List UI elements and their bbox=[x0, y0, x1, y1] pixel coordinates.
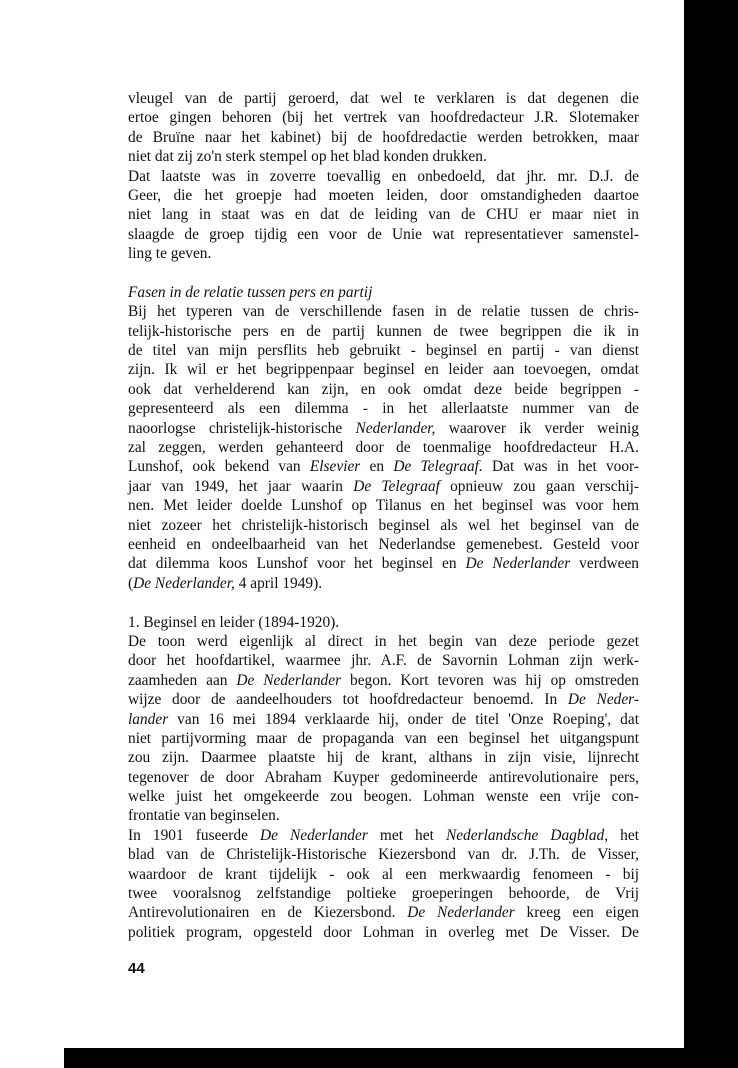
text-line: dat dilemma koos Lunshof voor het beginsel en De Nederlander verdween bbox=[128, 555, 639, 573]
text-line: frontatie van beginselen. bbox=[128, 807, 280, 825]
text-line: Lunshof, ook bekend van Elsevier en De Telegraaf. Dat was in het voor- bbox=[128, 458, 639, 476]
text-line: eenheid en ondeelbaarheid van het Nederlandse gemenebest. Gesteld voor bbox=[128, 535, 639, 553]
text-line: Geer, die het groepje had moeten leiden, door omstandigheden daartoe bbox=[128, 186, 639, 204]
text-line: niet partijvorming maar de propaganda van een beginsel het uitgangspunt bbox=[128, 729, 639, 747]
text-line: gepresenteerd als een dilemma - in het allerlaatste nummer van de bbox=[128, 400, 639, 418]
text-line: zaamheden aan De Nederlander begon. Kort tevoren was hij op omstreden bbox=[128, 671, 640, 689]
text-line: ook dat verhelderend kan zijn, en ook omdat deze beide begrippen - bbox=[128, 380, 639, 398]
text-line: lander van 16 mei 1894 verklaarde hij, onder de titel 'Onze Roeping', dat bbox=[128, 710, 639, 728]
text-line: vleugel van de partij geroerd, dat wel te verklaren is dat degenen die bbox=[128, 90, 639, 107]
section-heading-beginsel: 1. Beginsel en leider (1894-1920). bbox=[128, 613, 340, 631]
text-line: (De Nederlander, 4 april 1949). bbox=[128, 574, 323, 592]
paragraph bbox=[128, 167, 639, 264]
text-line: Dat laatste was in zoverre toevallig en onbedoeld, dat jhr. mr. D.J. de bbox=[128, 167, 639, 185]
text-line: welke juist het omgekeerde zou beogen. Lohman wenste een vrije con- bbox=[128, 788, 639, 806]
text-line: naoorlogse christelijk-historische Nederlander, waarover ik verder weinig bbox=[128, 419, 639, 437]
scan-border-right bbox=[684, 0, 738, 1068]
text-line: ertoe gingen behoren (bij het vertrek van hoofdredacteur J.R. Slotemaker bbox=[128, 109, 639, 127]
text-line: blad van de Christelijk-Historische Kiezersbond van dr. J.Th. de Visser, bbox=[128, 846, 639, 864]
text-line: ling te geven. bbox=[128, 245, 212, 263]
text-line: De toon werd eigenlijk al direct in het begin van deze periode gezet bbox=[128, 632, 639, 650]
text-line: slaagde de groep tijdig een voor de Unie wat representatiever samenstel- bbox=[128, 225, 639, 243]
text-line: door het hoofdartikel, waarmee jhr. A.F. de Savornin Lohman zijn werk- bbox=[128, 652, 639, 670]
text-line: nen. Met leider doelde Lunshof op Tilanus en het beginsel was voor hem bbox=[128, 497, 639, 515]
text-line: de Bruïne naar het kabinet) bij de hoofdredactie werden betrokken, maar bbox=[128, 128, 639, 146]
page-number: 44 bbox=[128, 960, 145, 977]
text-line: Antirevolutionairen en de Kiezersbond. De Nederlander kreeg een eigen bbox=[128, 904, 639, 922]
text-line: tegenover de door Abraham Kuyper gedomineerde antirevolutionaire pers, bbox=[128, 768, 639, 786]
paragraph-gap bbox=[128, 264, 639, 283]
paragraph bbox=[128, 89, 639, 167]
text-line: telijk-historische pers en de partij kunnen de twee begrippen die ik in bbox=[128, 322, 639, 340]
paragraph bbox=[128, 302, 639, 593]
body-text bbox=[128, 89, 639, 942]
text-line: Bij het typeren van de verschillende fasen in de relatie tussen de chris- bbox=[128, 303, 639, 321]
text-line: politiek program, opgesteld door Lohman in overleg met De Visser. De bbox=[128, 923, 639, 941]
text-line: zijn. Ik wil er het begrippenpaar beginsel en leider aan toevoegen, omdat bbox=[128, 361, 639, 379]
scan-border-bottom bbox=[64, 1048, 684, 1068]
text-line: twee vooralsnog zelfstandige poltieke groeperingen behoorde, de Vrij bbox=[128, 885, 639, 903]
text-line: jaar van 1949, het jaar waarin De Telegraaf opnieuw zou gaan verschij- bbox=[128, 477, 639, 495]
text-line: waardoor de krant tijdelijk - ook al een merkwaardig fenomeen - bij bbox=[128, 865, 639, 883]
text-line: niet lang in staat was en dat de leiding van de CHU er maar niet in bbox=[128, 206, 639, 224]
paragraph-gap bbox=[128, 593, 639, 612]
text-line: zou zijn. Daarmee plaatste hij de krant, althans in zijn visie, lijnrecht bbox=[128, 749, 639, 767]
text-line: zal zeggen, werden gehanteerd door de toenmalige hoofdredacteur H.A. bbox=[128, 439, 639, 457]
text-line: In 1901 fuseerde De Nederlander met het Nederlandsche Dagblad, het bbox=[128, 826, 639, 844]
section-heading-fasen: Fasen in de relatie tussen pers en partij bbox=[128, 283, 373, 301]
text-line: niet dat zij zo'n sterk stempel op het blad konden drukken. bbox=[128, 148, 487, 166]
text-line: wijze door de aandeelhouders tot hoofdredacteur benoemd. In De Neder- bbox=[128, 691, 639, 709]
text-line: niet zozeer het christelijk-historisch beginsel als wel het beginsel van de bbox=[128, 516, 639, 534]
text-line: de titel van mijn persflits heb gebruikt - beginsel en partij - van dienst bbox=[128, 342, 639, 360]
paragraph bbox=[128, 826, 639, 942]
paragraph bbox=[128, 632, 639, 826]
